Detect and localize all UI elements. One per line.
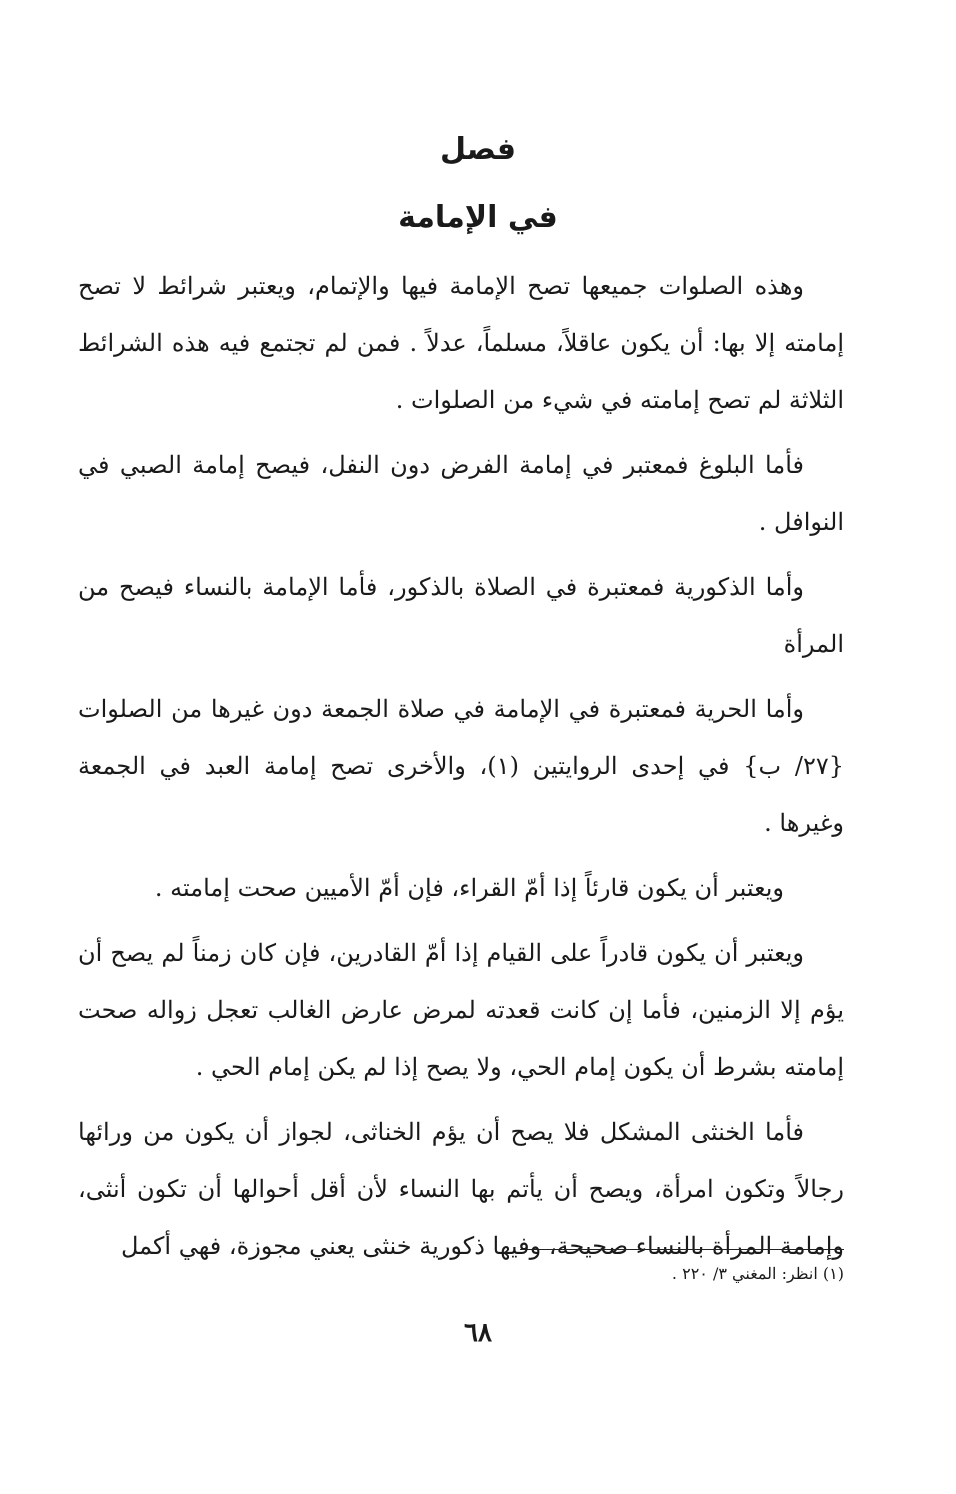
paragraph-conditions: وهذه الصلوات جميعها تصح الإمامة فيها والإتمام، ويعتبر شرائط لا تصح إمامته إلا بها: أن يكون عاقلاً، مسلماً، عدلاً . فمن لم تجتمع فيه هذه الشرائط الثلاثة لم تصح إمامته في شيء من الصلوات .	[78, 272, 844, 414]
paragraph-reciter: ويعتبر أن يكون قارئاً إذا أمّ القراء، فإن أمّ الأميين صحت إمامته .	[154, 874, 784, 902]
paragraph-masculinity: وأما الذكورية فمعتبرة في الصلاة بالذكور، فأما الإمامة بالنساء فيصح من المرأة	[78, 573, 844, 658]
paragraph-freedom: وأما الحرية فمعتبرة في الإمامة في صلاة الجمعة دون غيرها من الصلوات {٢٧/ ب} في إحدى الروايتين (١)، والأخرى تصح إمامة العبد في الجمعة وغيرها .	[78, 695, 844, 837]
paragraph-hermaphrodite: فأما الخنثى المشكل فلا يصح أن يؤم الخناثى، لجواز أن يكون من ورائها رجالاً وتكون امرأة، ويصح أن يأتم بها النساء لأن أقل أحوالها أن تكون أنثى، وإمامة المرأة بالنساء صحيحة، وفيها ذكورية خنثى يعني مجوزة، فهي أكمل	[78, 1118, 844, 1260]
footnote: (١) انظر: المغني ٣/ ٢٢٠ .	[671, 1264, 844, 1283]
paragraph-standing: ويعتبر أن يكون قادراً على القيام إذا أمّ القادرين، فإن كان زمناً لم يصح أن يؤم إلا الزمنين، فأما إن كانت قعدته لمرض عارض الغالب تعجل زواله صحت إمامته بشرط أن يكون إمام الحي، ولا يصح إذا لم يكن إمام الحي .	[78, 939, 844, 1081]
body-text	[78, 258, 844, 1283]
paragraph-puberty: فأما البلوغ فمعتبر في إمامة الفرض دون النفل، فيصح إمامة الصبي في النوافل .	[78, 451, 844, 536]
section-subtitle: في الإمامة	[398, 200, 558, 235]
section-title: فصل	[440, 132, 516, 167]
footnote-divider	[520, 1249, 844, 1250]
page-number: ٦٨	[464, 1318, 492, 1348]
